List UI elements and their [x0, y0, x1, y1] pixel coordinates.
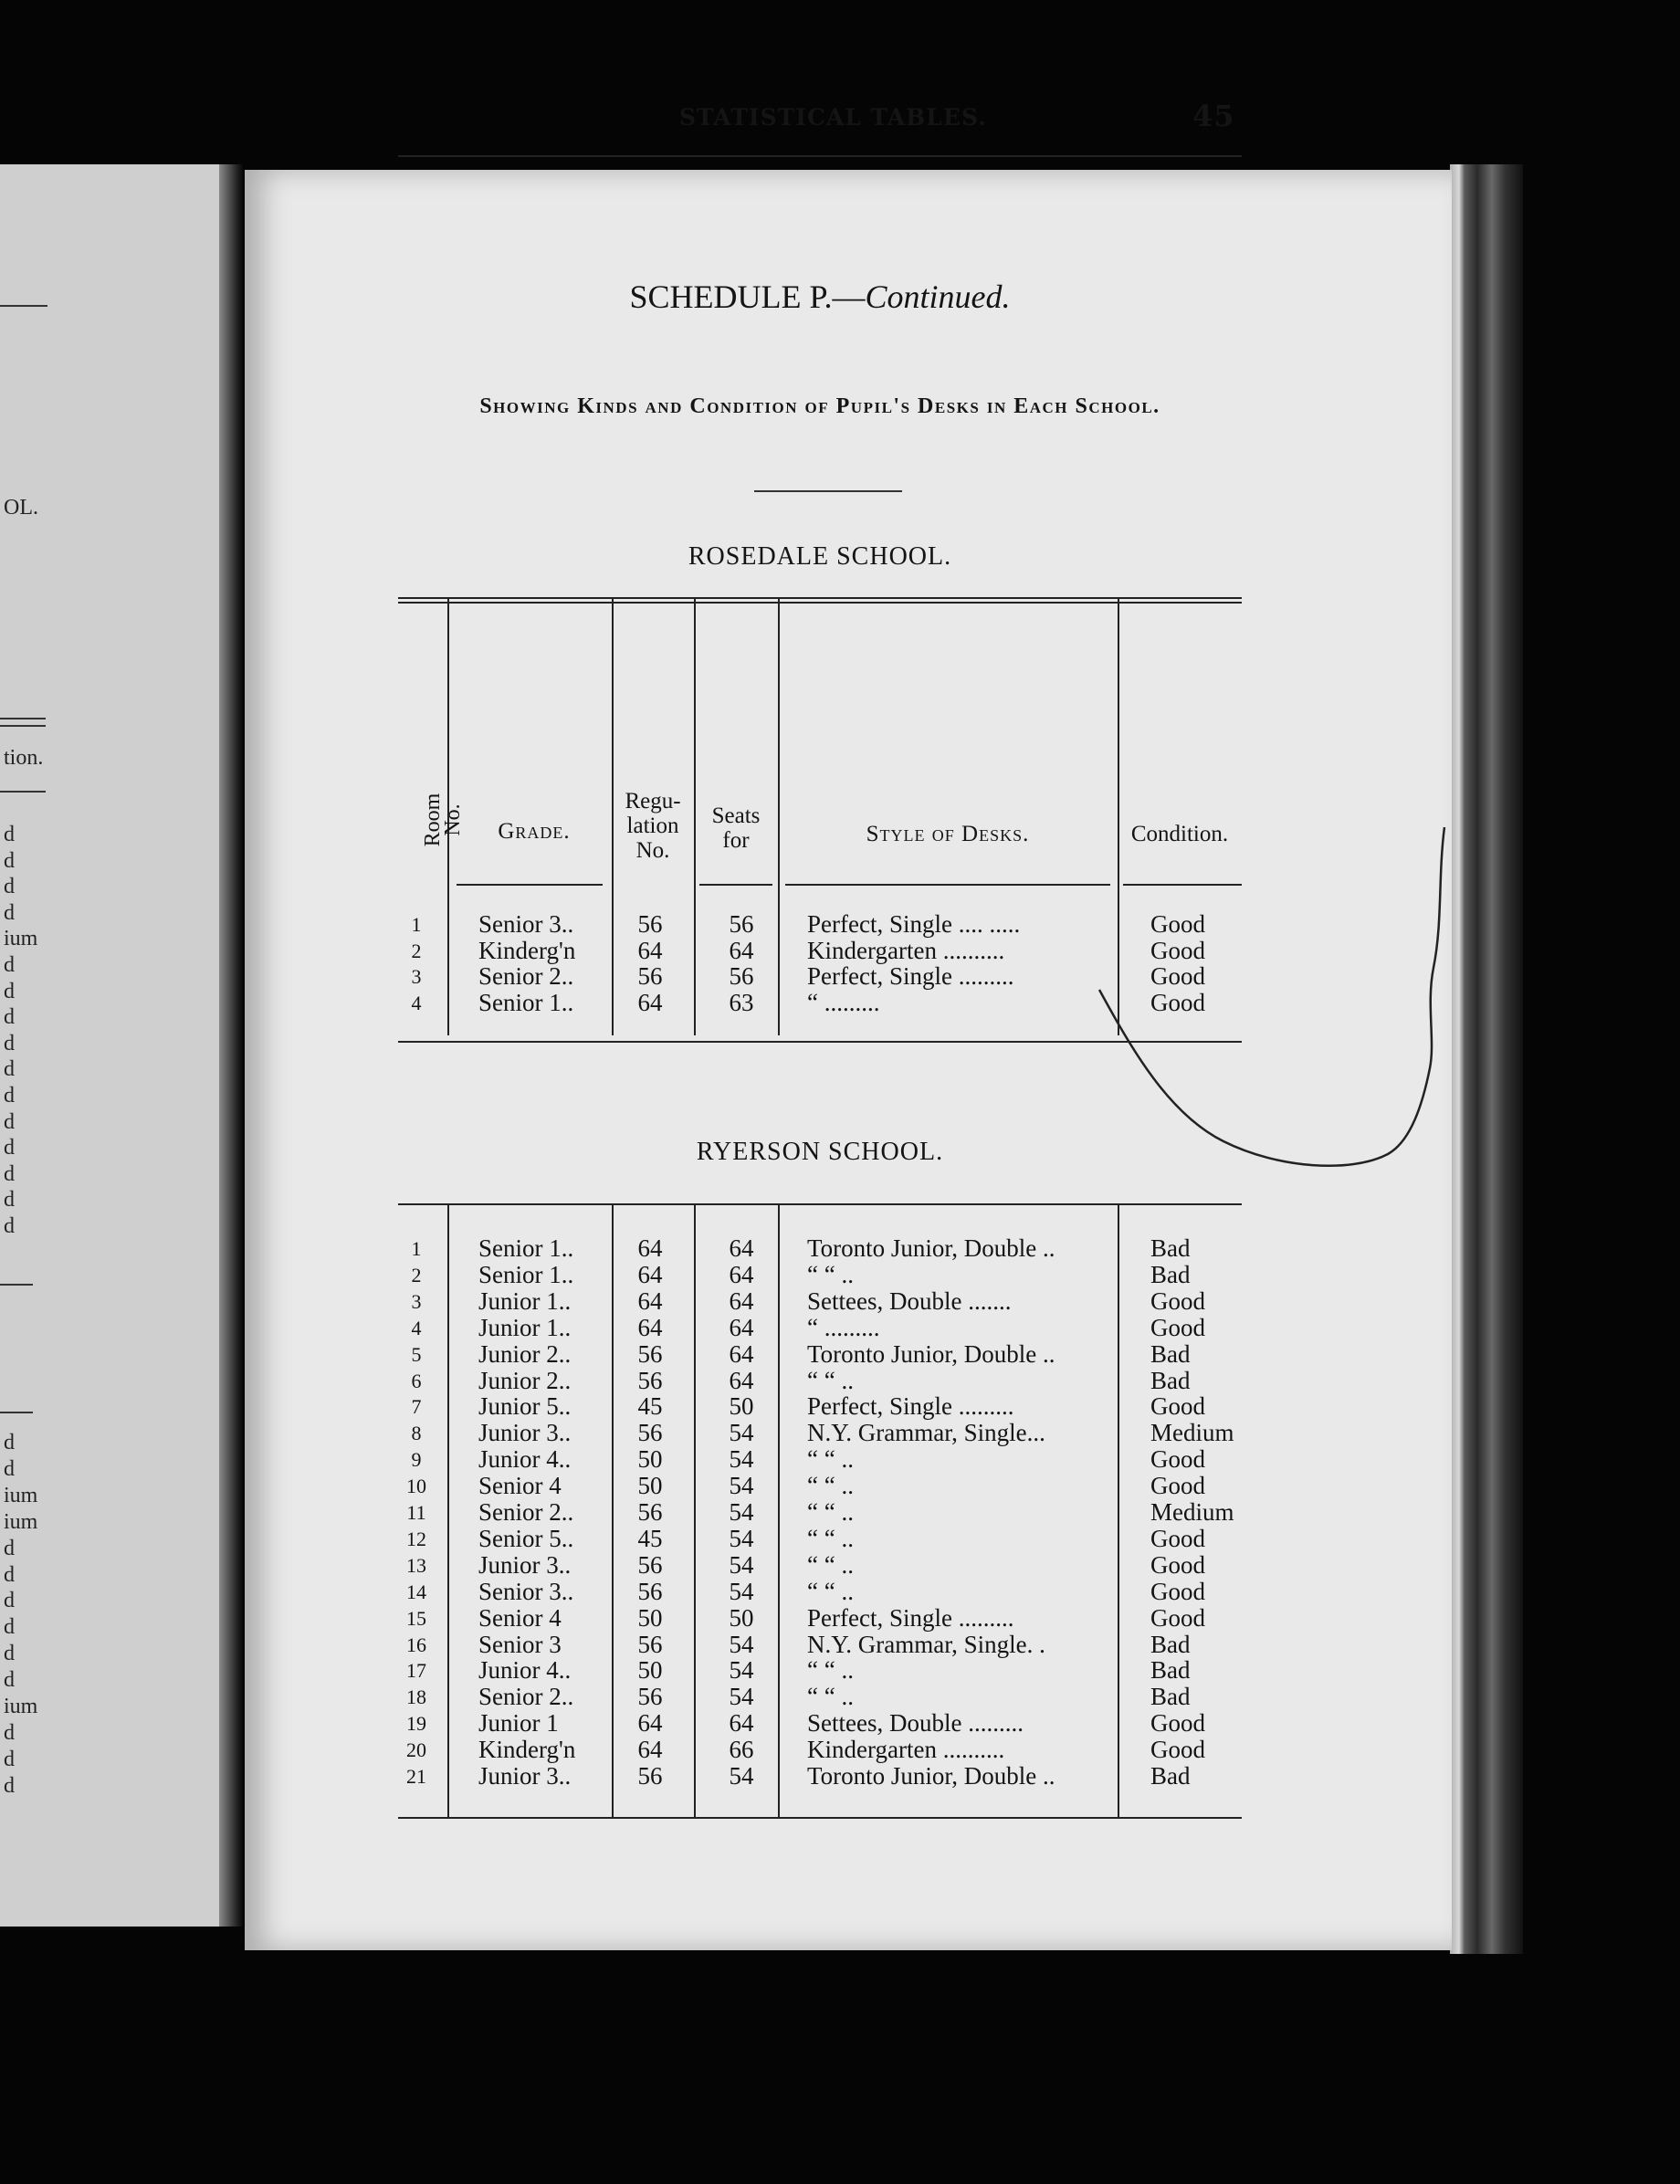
grade-cell: Junior 1..	[478, 1286, 572, 1315]
condition-cell: Good	[1150, 1577, 1205, 1605]
regulation-no-cell: 64	[637, 988, 663, 1016]
table-row	[398, 938, 1242, 964]
style-of-desks-cell: N.Y. Grammar, Single...	[807, 1420, 1045, 1447]
room-no-cell: 15	[406, 1606, 426, 1630]
style-of-desks-cell: Perfect, Single .... .....	[807, 911, 1021, 938]
table-rosedale-bottom-rule	[398, 1041, 1242, 1043]
header-regulation-line2: lation	[626, 814, 679, 838]
seats-for-cell: 54	[729, 1683, 754, 1711]
left-page-fragment: d	[4, 1589, 15, 1613]
regulation-no-cell: 56	[637, 1419, 663, 1447]
grade-cell: Senior 5..	[478, 1524, 574, 1552]
condition-cell: Good	[1150, 1472, 1205, 1500]
grade-cell: Senior 1..	[478, 1260, 574, 1288]
table-row	[398, 1499, 1242, 1526]
condition-cell: Good	[1150, 1550, 1205, 1579]
left-page-rule	[0, 725, 46, 727]
seats-for-cell: 54	[729, 1577, 754, 1605]
table-row	[398, 1737, 1242, 1763]
schedule-title-continued: Continued.	[865, 278, 1011, 315]
header-room-line1: Room	[421, 793, 445, 847]
book-page-edges	[1450, 164, 1523, 1954]
left-page-fragment: d	[4, 1720, 15, 1745]
table-ryerson-bottom-rule	[398, 1817, 1242, 1819]
seats-for-cell: 50	[729, 1392, 754, 1421]
table-row	[398, 1393, 1242, 1420]
regulation-no-cell: 64	[637, 1709, 663, 1738]
grade-cell: Senior 2..	[478, 962, 574, 991]
left-page-fragment: d	[4, 848, 15, 873]
table-row	[398, 963, 1242, 990]
grade-cell: Junior 3..	[478, 1419, 572, 1447]
table-row	[398, 1526, 1242, 1552]
condition-cell: Good	[1150, 988, 1205, 1016]
left-page-fragment: d	[4, 1136, 15, 1160]
left-page-fragment: d	[4, 1668, 15, 1693]
regulation-no-cell: 50	[637, 1472, 663, 1500]
condition-cell: Bad	[1150, 1656, 1191, 1685]
table-row	[398, 1420, 1242, 1446]
style-of-desks-cell: “ “ ..	[807, 1473, 854, 1500]
style-of-desks-cell: “ “ ..	[807, 1578, 854, 1605]
grade-cell: Junior 3..	[478, 1762, 572, 1790]
header-condition: Condition.	[1130, 822, 1229, 846]
room-no-cell: 18	[406, 1685, 426, 1709]
grade-cell: Junior 2..	[478, 1339, 572, 1368]
style-of-desks-cell: Kindergarten ..........	[807, 1737, 1005, 1764]
left-page-fragment: d	[4, 1456, 15, 1481]
style-of-desks-cell: Toronto Junior, Double ..	[807, 1235, 1055, 1262]
regulation-no-cell: 56	[637, 1339, 663, 1368]
room-no-cell: 11	[406, 1501, 426, 1524]
left-page-fragment: d	[4, 1747, 15, 1771]
regulation-no-cell: 56	[637, 1630, 663, 1658]
condition-cell: Good	[1150, 910, 1205, 938]
page-number: 45	[1192, 99, 1235, 133]
style-of-desks-cell: “ “ ..	[807, 1261, 854, 1288]
table-top-rule	[398, 597, 1242, 604]
seats-for-cell: 66	[729, 1736, 754, 1764]
left-page-fragment-ol: OL.	[4, 496, 38, 520]
style-of-desks-cell: Toronto Junior, Double ..	[807, 1340, 1055, 1368]
left-page-fragment: d	[4, 1615, 15, 1640]
seats-for-cell: 64	[729, 936, 754, 964]
regulation-no-cell: 50	[637, 1445, 663, 1474]
header-seats-line1: Seats	[711, 803, 761, 828]
condition-cell: Bad	[1150, 1366, 1191, 1394]
style-of-desks-cell: “ .........	[807, 1314, 880, 1341]
left-page-fragment: d	[4, 1642, 15, 1666]
left-page-fragment: d	[4, 1431, 15, 1454]
table-row	[398, 911, 1242, 938]
room-no-cell: 2	[411, 1263, 422, 1286]
room-no-cell: 12	[406, 1527, 426, 1550]
seats-for-cell: 64	[729, 1286, 754, 1315]
grade-cell: Senior 3	[478, 1630, 562, 1658]
table-row	[398, 1235, 1242, 1262]
header-room-no	[421, 761, 465, 879]
seats-for-cell: 50	[729, 1603, 754, 1632]
grade-cell: Junior 3..	[478, 1550, 572, 1579]
room-no-cell: 9	[411, 1448, 422, 1472]
left-page-fragment: d	[4, 953, 15, 977]
seats-for-cell: 54	[729, 1762, 754, 1790]
style-of-desks-cell: Kindergarten ..........	[807, 937, 1005, 964]
seats-for-cell: 64	[729, 1339, 754, 1368]
table-row	[398, 1579, 1242, 1605]
condition-cell: Good	[1150, 1524, 1205, 1552]
seats-for-cell: 64	[729, 1709, 754, 1738]
regulation-no-cell: 56	[637, 910, 663, 938]
room-no-cell: 5	[411, 1342, 422, 1366]
grade-cell: Junior 1..	[478, 1313, 572, 1341]
schedule-title	[398, 278, 1242, 316]
condition-cell: Bad	[1150, 1260, 1191, 1288]
condition-cell: Good	[1150, 1603, 1205, 1632]
style-of-desks-cell: “ “ ..	[807, 1657, 854, 1685]
left-page-fragment: d	[4, 823, 15, 846]
seats-for-cell: 54	[729, 1550, 754, 1579]
left-page-rule	[0, 718, 46, 719]
left-page-fragment: d	[4, 1084, 15, 1108]
left-page-fragment: ium	[4, 1509, 38, 1534]
header-underline	[699, 884, 772, 886]
seats-for-cell: 54	[729, 1419, 754, 1447]
header-seats-line2: for	[722, 828, 750, 853]
left-page-fragment-condition: tion.	[4, 746, 44, 770]
condition-cell: Good	[1150, 962, 1205, 991]
seats-for-cell: 54	[729, 1445, 754, 1474]
left-page-fragment: ium	[4, 1695, 38, 1718]
regulation-no-cell: 64	[637, 1313, 663, 1341]
room-no-cell: 1	[411, 913, 422, 936]
grade-cell: Junior 4..	[478, 1445, 572, 1474]
seats-for-cell: 64	[729, 1313, 754, 1341]
regulation-no-cell: 64	[637, 1736, 663, 1764]
table-row	[398, 1262, 1242, 1288]
grade-cell: Senior 1..	[478, 1234, 574, 1262]
table-row	[398, 990, 1242, 1016]
regulation-no-cell: 64	[637, 1286, 663, 1315]
condition-cell: Good	[1150, 1709, 1205, 1738]
room-no-cell: 21	[406, 1765, 426, 1788]
header-regulation-line3: No.	[635, 838, 670, 863]
condition-cell: Good	[1150, 936, 1205, 964]
regulation-no-cell: 56	[637, 1762, 663, 1790]
room-no-cell: 7	[411, 1395, 422, 1419]
grade-cell: Senior 2..	[478, 1683, 574, 1711]
running-head-rule	[398, 155, 1242, 157]
room-no-cell: 20	[406, 1738, 426, 1762]
header-seats-for	[694, 803, 778, 853]
condition-cell: Bad	[1150, 1683, 1191, 1711]
left-page-fragment: d	[4, 1161, 15, 1186]
grade-cell: Junior 4..	[478, 1656, 572, 1685]
regulation-no-cell: 56	[637, 1550, 663, 1579]
header-room-line2: No.	[441, 803, 465, 836]
condition-cell: Medium	[1150, 1498, 1234, 1526]
seats-for-cell: 64	[729, 1260, 754, 1288]
left-page-fragment: d	[4, 875, 15, 899]
header-grade: Grade.	[498, 819, 571, 844]
left-page-fragment: d	[4, 1057, 15, 1082]
left-page-rule	[0, 1284, 33, 1286]
seats-for-cell: 64	[729, 1366, 754, 1394]
grade-cell: Kinderg'n	[478, 936, 576, 964]
grade-cell: Senior 3..	[478, 1577, 574, 1605]
condition-cell: Bad	[1150, 1762, 1191, 1790]
room-no-cell: 3	[411, 965, 422, 989]
grade-cell: Junior 5..	[478, 1392, 572, 1421]
header-regulation-line1: Regu-	[625, 789, 681, 814]
condition-cell: Good	[1150, 1313, 1205, 1341]
regulation-no-cell: 45	[637, 1392, 663, 1421]
grade-cell: Kinderg'n	[478, 1736, 576, 1764]
room-no-cell: 6	[411, 1369, 422, 1392]
condition-cell: Bad	[1150, 1630, 1191, 1658]
seats-for-cell: 56	[729, 962, 754, 991]
header-style-of-desks: Style of Desks.	[866, 822, 1030, 846]
header-underline	[1123, 884, 1242, 886]
style-of-desks-cell: Settees, Double .......	[807, 1287, 1012, 1315]
seats-for-cell: 54	[729, 1472, 754, 1500]
table-row	[398, 1657, 1242, 1684]
seats-for-cell: 56	[729, 910, 754, 938]
left-page-rule	[0, 1412, 33, 1413]
schedule-subtitle: Showing Kinds and Condition of Pupil's Desks in Each School.	[479, 394, 1160, 418]
left-page-fragment: ium	[4, 1483, 38, 1507]
condition-cell: Medium	[1150, 1419, 1234, 1447]
grade-cell: Senior 2..	[478, 1498, 574, 1526]
header-underline	[457, 884, 603, 886]
regulation-no-cell: 56	[637, 1498, 663, 1526]
school-heading-ryerson: RYERSON SCHOOL.	[696, 1138, 944, 1166]
left-page-fragment: d	[4, 900, 15, 925]
left-page-fragment: d	[4, 1562, 15, 1587]
left-page-fragment: d	[4, 1214, 15, 1238]
table-row	[398, 1473, 1242, 1499]
room-no-cell: 4	[411, 991, 422, 1014]
left-page-fragment: d	[4, 1109, 15, 1134]
left-page-fragment: d	[4, 1536, 15, 1560]
seats-for-cell: 54	[729, 1630, 754, 1658]
table-row	[398, 1710, 1242, 1737]
room-no-cell: 17	[406, 1659, 426, 1683]
left-page-fragment: d	[4, 1188, 15, 1213]
grade-cell: Senior 1..	[478, 988, 574, 1016]
left-page-fragment: d	[4, 1005, 15, 1030]
regulation-no-cell: 56	[637, 1577, 663, 1605]
room-no-cell: 16	[406, 1633, 426, 1656]
style-of-desks-cell: Perfect, Single .........	[807, 1393, 1014, 1421]
style-of-desks-cell: Perfect, Single .........	[807, 963, 1014, 991]
style-of-desks-cell: “ .........	[807, 989, 880, 1016]
style-of-desks-cell: Settees, Double .........	[807, 1710, 1024, 1738]
style-of-desks-cell: Toronto Junior, Double ..	[807, 1763, 1055, 1790]
regulation-no-cell: 56	[637, 1366, 663, 1394]
room-no-cell: 13	[406, 1553, 426, 1577]
left-page-rule	[0, 305, 47, 307]
grade-cell: Junior 1	[478, 1709, 559, 1738]
table-row	[398, 1446, 1242, 1473]
room-no-cell: 4	[411, 1316, 422, 1339]
style-of-desks-cell: N.Y. Grammar, Single. .	[807, 1631, 1045, 1658]
header-regulation-no	[612, 789, 694, 863]
regulation-no-cell: 56	[637, 1683, 663, 1711]
grade-cell: Junior 2..	[478, 1366, 572, 1394]
left-page-rule	[0, 791, 46, 793]
table-row	[398, 1288, 1242, 1315]
condition-cell: Good	[1150, 1392, 1205, 1421]
section-divider	[754, 490, 902, 492]
grade-cell: Senior 4	[478, 1603, 562, 1632]
table-row	[398, 1684, 1242, 1710]
left-page-fragment: ium	[4, 927, 38, 951]
room-no-cell: 8	[411, 1422, 422, 1445]
seats-for-cell: 63	[729, 988, 754, 1016]
grade-cell: Senior 3..	[478, 910, 574, 938]
table-row	[398, 1552, 1242, 1579]
room-no-cell: 19	[406, 1712, 426, 1736]
regulation-no-cell: 64	[637, 1234, 663, 1262]
seats-for-cell: 54	[729, 1524, 754, 1552]
room-no-cell: 3	[411, 1289, 422, 1313]
left-page-fragment: d	[4, 1031, 15, 1055]
regulation-no-cell: 45	[637, 1524, 663, 1552]
left-page-fragment	[0, 164, 219, 1927]
left-page-fragment: d	[4, 979, 15, 1003]
style-of-desks-cell: “ “ ..	[807, 1499, 854, 1526]
grade-cell: Senior 4	[478, 1472, 562, 1500]
regulation-no-cell: 50	[637, 1603, 663, 1632]
style-of-desks-cell: “ “ ..	[807, 1446, 854, 1474]
book-gutter	[219, 164, 245, 1927]
condition-cell: Good	[1150, 1445, 1205, 1474]
seats-for-cell: 54	[729, 1498, 754, 1526]
table-row	[398, 1341, 1242, 1368]
regulation-no-cell: 56	[637, 962, 663, 991]
room-no-cell: 14	[406, 1580, 426, 1603]
style-of-desks-cell: “ “ ..	[807, 1525, 854, 1552]
condition-cell: Bad	[1150, 1339, 1191, 1368]
table-row	[398, 1632, 1242, 1658]
table-row	[398, 1605, 1242, 1632]
regulation-no-cell: 64	[637, 1260, 663, 1288]
schedule-title-main: SCHEDULE P.—	[629, 278, 866, 315]
condition-cell: Bad	[1150, 1234, 1191, 1262]
room-no-cell: 2	[411, 939, 422, 962]
school-heading-rosedale: ROSEDALE SCHOOL.	[688, 542, 952, 571]
room-no-cell: 10	[406, 1475, 426, 1498]
condition-cell: Good	[1150, 1286, 1205, 1315]
room-no-cell: 1	[411, 1237, 422, 1260]
style-of-desks-cell: “ “ ..	[807, 1367, 854, 1394]
header-underline	[785, 884, 1110, 886]
seats-for-cell: 64	[729, 1234, 754, 1262]
style-of-desks-cell: Perfect, Single .........	[807, 1604, 1014, 1632]
seats-for-cell: 54	[729, 1656, 754, 1685]
style-of-desks-cell: “ “ ..	[807, 1551, 854, 1579]
regulation-no-cell: 50	[637, 1656, 663, 1685]
regulation-no-cell: 64	[637, 936, 663, 964]
table-row	[398, 1763, 1242, 1790]
table-ryerson-top-rule	[398, 1203, 1242, 1205]
condition-cell: Good	[1150, 1736, 1205, 1764]
left-page-fragment: d	[4, 1773, 15, 1798]
table-row	[398, 1315, 1242, 1341]
running-head-title: STATISTICAL TABLES.	[679, 104, 987, 131]
style-of-desks-cell: “ “ ..	[807, 1684, 854, 1711]
table-row	[398, 1368, 1242, 1394]
